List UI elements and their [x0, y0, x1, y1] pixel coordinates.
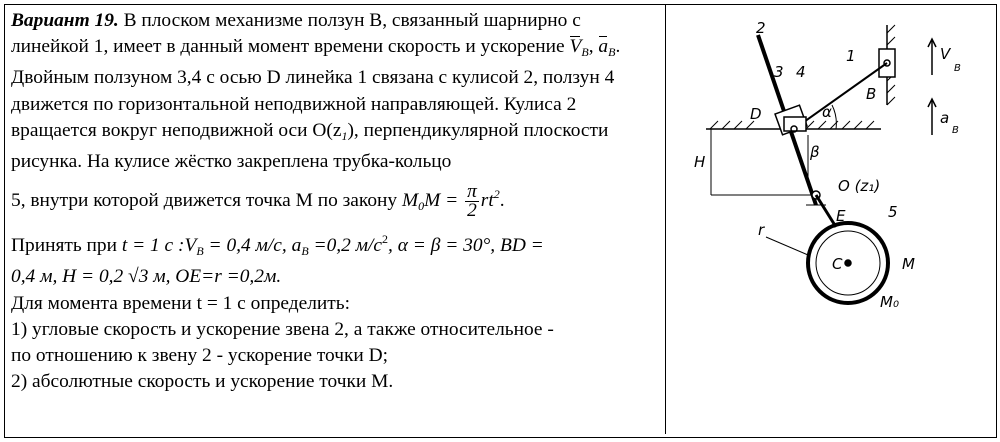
- label-m0: M₀: [880, 293, 899, 311]
- label-r: r: [758, 221, 765, 239]
- task-heading: Для момента времени t = 1 с определить:: [11, 292, 350, 314]
- task-item-1b: по отношению к звену 2 - ускорение точки D;: [11, 345, 389, 367]
- problem-paragraph: Вариант 19. В плоском механизме ползун B, связанный шарнирно с линейкой 1, имеет в данный момент времени скорость и ускорение $V_B$, $a_B$. Двойным ползуном 3,4 с осью D линейка 1 связана с кулисой 2, ползун 4 движется по горизонтальной неподвижной направляющей. Кулиса 2 вращается вокруг неподвижной оси $O(z_1)$, перпендикулярной плоскости рисунка. На кулисе жёстко закреплена трубка-кольцо: [11, 10, 621, 173]
- motion-law-formula: $M_0M$ = $\frac{\pi}{2}$ $rt^2$: [401, 181, 500, 222]
- given-values: Принять при t = 1 с $:V_B = 0,4$ м/с, $a_B =0,2$ $м/с^2$, α = β = 30°, BD = 0,4 м, H = 0,2 √3 м, OE=r =0,2м.: [11, 232, 544, 288]
- label-m: M: [902, 255, 915, 273]
- r-leader: [766, 237, 808, 255]
- label-d: D: [750, 105, 762, 123]
- slider-4: [784, 117, 806, 131]
- label-link-1: 1: [846, 47, 856, 65]
- variant-label: Вариант 19.: [11, 10, 119, 31]
- motion-law-line: 5, внутри которой движется точка M по закону $M_0M$ = $\frac{\pi}{2}$ $rt^2$.: [11, 181, 505, 222]
- label-h: H: [694, 153, 706, 171]
- label-c: C: [832, 255, 843, 273]
- label-b: B: [866, 85, 877, 103]
- link-oe: [816, 195, 836, 227]
- intro-text: В плоском механизме ползун B, связанный шарнирно с линейкой 1, имеет в данный момент времени скорость и ускорение: [11, 10, 581, 58]
- label-5: 5: [888, 203, 898, 221]
- task-item-1a: 1) угловые скорость и ускорение звена 2, а также относительное -: [11, 318, 554, 340]
- task-item-2: 2) абсолютные скорость и ускорение точки M.: [11, 371, 394, 393]
- label-ab: a: [940, 109, 950, 127]
- label-beta: β: [810, 143, 820, 161]
- center-c: [845, 260, 851, 266]
- label-ab-sub: B: [952, 125, 959, 136]
- label-o: O (z₁): [838, 177, 881, 195]
- acceleration-vector-symbol: a: [598, 34, 608, 60]
- label-alpha: α: [822, 103, 832, 121]
- label-e: E: [836, 207, 846, 225]
- velocity-vector-symbol: V: [569, 34, 581, 60]
- label-vb: V: [940, 45, 951, 63]
- figure-labels: [694, 19, 961, 311]
- description-text: . Двойным ползуном 3,4 с осью D линейка 1 связана с кулисой 2, ползун 4 движется по горизонтальной неподвижной направляющей. Кулиса 2 вращается вокруг неподвижной оси O(z: [11, 36, 621, 141]
- label-4: 4: [796, 63, 806, 81]
- problem-text: [11, 8, 661, 395]
- label-3: 3: [774, 63, 784, 81]
- label-vb-sub: B: [954, 63, 961, 74]
- mechanism-figure: [666, 5, 996, 433]
- mechanism-diagram: [666, 5, 996, 433]
- label-link-2: 2: [756, 19, 766, 37]
